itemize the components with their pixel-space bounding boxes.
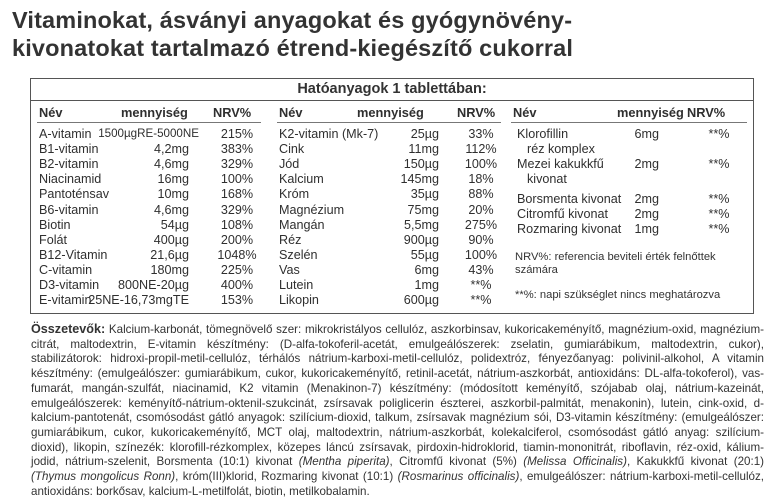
col1-row-7-nrv: 200% — [220, 232, 254, 247]
col2-row-1-amount: 11mg — [408, 142, 439, 157]
col2-row-9-amount: 6mg — [414, 262, 439, 277]
col2-row-0-name: K2-vitamin (Mk-7) — [279, 127, 379, 141]
ingredients-part-2: , Citromfű kivonat (5%) — [389, 455, 524, 469]
col2-row-6-amount: 5,5mg — [403, 217, 439, 232]
latin-name-melissa: (Melissa Officinalis) — [523, 455, 627, 469]
col1-row-10-amount: 800NE-20µg — [118, 278, 189, 292]
col3-row-0-name: Klorofillin — [517, 127, 569, 141]
col1-row-0-nrv: 215% — [220, 127, 254, 141]
col1-row-8-amount: 21,6µg — [150, 247, 189, 262]
col1-row-1-name: B1-vitamin — [39, 142, 99, 157]
col2-row-3-nrv: 18% — [468, 172, 494, 187]
col1-row-9-amount: 180mg — [150, 262, 189, 277]
col1-row-2-name: B2-vitamin — [39, 157, 99, 172]
col1-separator — [37, 122, 261, 123]
col1-row-3-amount: 16mg — [157, 172, 189, 187]
col2-row-4-name: Króm — [279, 187, 310, 202]
col2-row-7-amount: 900µg — [403, 232, 439, 247]
col2-row-10-amount: 1mg — [414, 278, 439, 292]
col3-row-6-amount: 1mg — [634, 222, 659, 237]
col1-row-6-amount: 54µg — [160, 217, 189, 232]
col3-row-2-nrv: **% — [708, 157, 730, 172]
col2-row-5-amount: 75mg — [407, 202, 439, 217]
col2-row-6-name: Mangán — [279, 217, 325, 232]
col3-row-4-nrv: **% — [708, 191, 730, 206]
col1-header-amount: mennyiség — [121, 105, 188, 120]
title-line-1: Vitaminokat, ásványi anyagokat és gyógynövény- — [12, 7, 573, 33]
col2-row-1-nrv: 112% — [465, 142, 497, 157]
col3-header-nrv: NRV% — [687, 105, 726, 120]
col2-row-4-amount: 35µg — [410, 187, 439, 202]
ingredients-part-1: Kalcium-karbonát, tömegnövelő szer: mikrokristályos cellulóz, aszkorbinsav, kukoricakeményítő, magnézium-oxid, magnézium-citrát, maltodextrin, E-vitamin készítmény: (D-alfa-tokoferil-acetát, emulgeálószerek: zselatin, gumiarábikum, maltodextrin, cukor), stabilizátorok: hidroxi-propil-metil-cellulóz, térhálós nátrium-karboxi-metil-cellulóz, polidextróz, fényezőanyag: polivinil-alkohol, A vitamin készítmény: (emulgeálószer: gumiarábikum, cukor, kukoricakeményítő, retinil-acetát, nátrium-aszkorbát, antioxidáns: DL-alfa-tokoferol), vas-fumarát, mangán-szulfát, niacinamid, K2 vitamin (Menakinon-7) készítmény: (módosított keményítő, szójabab olaj, nátrium-kazeinát, emulgeálószerek: keményítő-nátrium-oktenil-szukcinát, zsírsavak poliglicerin észterei, aszkorbil-palmitát, menakonin), lutein, cink-oxid, d-kalcium-pantotenát, csomósodást gátló anyagok: szilícium-dioxid, talkum, zsírsavak magnézium sói, D3-vitamin készítmény: (emulgeálószer: gumiarábikum, cukor, kukoricakeményítő, MCT olaj, maltodextrin, nátrium-aszkorbát, kolekalciferol, csomósodást gátló anyag: szilícium-dioxid), likopin, színezék: klorofill-rézkomplex, közepes láncú zsírsavak, pirdoxin-hidroklorid, tiamin-mononitrát, riboflavin, réz-oxid, kálium-jodid, nátrium-szelenit, Borsmenta (10:1) kivonat — [31, 323, 764, 469]
col1-row-11-nrv: 153% — [220, 293, 254, 308]
col3-row-0-amount: 6mg — [634, 127, 659, 141]
ingredients-part-3: , Kakukkfű kivonat (20:1) — [626, 455, 764, 469]
col1-row-2-amount: 4,6mg — [153, 157, 189, 172]
title-line-2: kivonatokat tartalmazó étrend-kiegészítő cukorral — [12, 35, 574, 61]
col3-header-amount: mennyiség — [617, 105, 684, 120]
col2-row-2-nrv: 100% — [464, 157, 498, 172]
col3-row-4-name: Borsmenta kivonat — [517, 191, 622, 206]
col1-row-0-name: A-vitamin — [39, 127, 92, 141]
col1-row-5-nrv: 329% — [220, 202, 254, 217]
latin-name-mentha: (Mentha piperita) — [298, 455, 390, 469]
col2-row-3-amount: 145mg — [400, 172, 439, 187]
col2-header-amount: mennyiség — [357, 105, 424, 120]
col2-row-10-name: Lutein — [279, 278, 314, 292]
col1-header-name: Név — [39, 105, 63, 120]
col3-row-5-name: Citromfű kivonat — [517, 207, 608, 222]
col2-row-9-name: Vas — [279, 262, 300, 277]
col2-separator — [277, 122, 501, 123]
no-daily-value-note: **%: napi szükséglet nincs meghatározva — [515, 289, 721, 301]
col1-row-5-amount: 4,6mg — [153, 202, 189, 217]
ingredients-label: Összetevők: — [31, 322, 106, 336]
col2-row-8-amount: 55µg — [410, 247, 439, 262]
col3-header-name: Név — [513, 105, 537, 120]
col1-row-6-nrv: 108% — [220, 217, 254, 232]
col1-row-3-name: Niacinamid — [39, 172, 102, 187]
ingredients-text — [31, 322, 764, 498]
col3-row-1-name: réz komplex — [527, 142, 595, 157]
col1-row-11-name: E-vitamin — [39, 293, 92, 308]
latin-name-rosmarinus: (Rosmarinus officinalis) — [397, 470, 520, 484]
col2-row-11-amount: 600µg — [403, 293, 439, 308]
col1-row-4-name: Pantoténsav — [39, 187, 110, 202]
col2-row-11-nrv: **% — [470, 293, 492, 308]
col3-row-0-nrv: **% — [708, 127, 730, 141]
col2-row-1-name: Cink — [279, 142, 305, 157]
col2-row-8-name: Szelén — [279, 247, 318, 262]
col2-row-5-nrv: 20% — [468, 202, 494, 217]
col2-row-4-nrv: 88% — [468, 187, 494, 202]
product-title — [12, 6, 762, 62]
col1-row-6-name: Biotin — [39, 217, 71, 232]
col2-row-6-nrv: 275% — [464, 217, 498, 232]
col3-row-4-amount: 2mg — [634, 191, 659, 206]
col2-row-8-nrv: 100% — [464, 247, 498, 262]
col1-row-1-amount: 4,2mg — [153, 142, 189, 157]
nrv-note-line-1: NRV%: referencia beviteli érték felnőttek — [515, 251, 716, 263]
col3-row-2-name: Mezei kakukkfű — [517, 157, 604, 172]
col2-row-7-name: Réz — [279, 232, 302, 247]
col3-separator — [511, 122, 747, 123]
col1-row-5-name: B6-vitamin — [39, 202, 99, 217]
ingredients-table — [30, 78, 754, 314]
table-header: Hatóanyagok 1 tablettában: — [31, 79, 753, 101]
col1-row-9-nrv: 225% — [220, 262, 254, 277]
col2-row-7-nrv: 90% — [468, 232, 494, 247]
col2-row-11-name: Likopin — [279, 293, 319, 308]
latin-name-thymus: (Thymus mongolicus Ronn) — [31, 470, 176, 484]
col2-row-5-name: Magnézium — [279, 202, 345, 217]
col2-row-10-nrv: **% — [470, 278, 492, 292]
col1-row-10-name: D3-vitamin — [39, 278, 100, 292]
col3-row-2-amount: 2mg — [634, 157, 659, 172]
col3-row-5-amount: 2mg — [634, 207, 659, 222]
col2-row-0-nrv: 33% — [468, 127, 494, 141]
ingredients-part-5: , emulgeálószer: nátrium-karboxi-metil-cellulóz, antioxidáns: borkősav, kalcium-L-metilfolát, biotin, metilkobalamin. — [31, 470, 764, 498]
col1-row-4-amount: 10mg — [157, 187, 189, 202]
col1-row-10-nrv: 400% — [220, 278, 254, 292]
col1-row-4-nrv: 168% — [220, 187, 254, 202]
col3-row-6-nrv: **% — [708, 222, 730, 237]
col1-row-11-amount: 25NE-16,73mgTE — [88, 293, 189, 308]
col1-row-7-amount: 400µg — [153, 232, 189, 247]
ingredients-part-4: , króm(III)klorid, Rozmaring kivonat (10:1) — [175, 470, 398, 484]
col2-row-3-name: Kalcium — [279, 172, 324, 187]
nrv-note-line-2: számára — [515, 264, 558, 277]
col2-row-0-amount: 25µg — [410, 127, 439, 141]
col1-row-2-nrv: 329% — [220, 157, 254, 172]
col2-row-2-amount: 150µg — [403, 157, 439, 172]
col1-row-1-nrv: 383% — [220, 142, 254, 157]
col2-header-name: Név — [279, 105, 303, 120]
col3-row-6-name: Rozmaring kivonat — [517, 222, 622, 237]
col1-row-8-name: B12-Vitamin — [39, 247, 108, 262]
col1-header-nrv: NRV% — [213, 105, 252, 120]
col3-row-3-name: kivonat — [527, 172, 567, 187]
col1-row-9-name: C-vitamin — [39, 262, 93, 277]
col3-row-5-nrv: **% — [708, 207, 730, 222]
col2-header-nrv: NRV% — [457, 105, 496, 120]
col1-row-0-amount: 1500µgRE-5000NE — [98, 127, 199, 140]
col2-row-2-name: Jód — [279, 157, 300, 172]
nrv-note — [515, 251, 716, 277]
col1-row-7-name: Folát — [39, 232, 67, 247]
col2-row-9-nrv: 43% — [468, 262, 494, 277]
col1-row-8-nrv: 1048% — [217, 247, 257, 262]
col1-row-3-nrv: 100% — [220, 172, 254, 187]
